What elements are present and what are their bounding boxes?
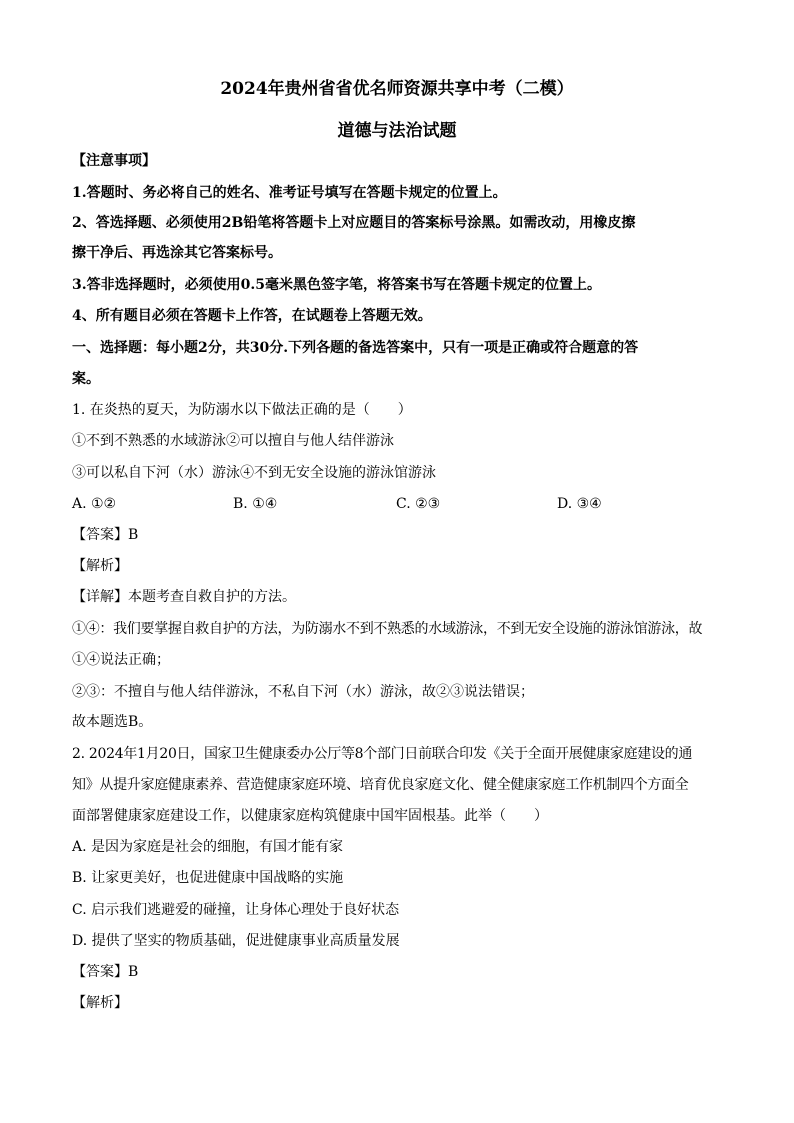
exam-subtitle: 道德与法治试题 (337, 121, 457, 141)
exam-title: 2024年贵州省省优名师资源共享中考（二模） (220, 79, 574, 99)
q1-option-c: C. ②③ (396, 496, 441, 512)
q2-stem-2: 知》从提升家庭健康素养、营造健康家庭环境、培育优良家庭文化、健全健康家庭工作机制四个方面全 (72, 777, 689, 793)
q1-statement-1: ①不到不熟悉的水域游泳②可以擅自与他人结伴游泳 (72, 433, 394, 449)
notice-item-3: 3.答非选择题时，必须使用0.5毫米黑色签字笔，将答案书写在答题卡规定的位置上。 (72, 277, 601, 293)
q1-option-b: B. ①④ (233, 496, 278, 512)
q2-stem-1: 2. 2024年1月20日，国家卫生健康委办公厅等8个部门日前联合印发《关于全面开展健康家庭建设的通 (72, 746, 693, 762)
notice-item-2-cont: 擦干净后、再选涂其它答案标号。 (72, 245, 282, 261)
q2-analysis-label: 【解析】 (72, 995, 128, 1011)
notice-item-4: 4、所有题目必须在答题卡上作答，在试题卷上答题无效。 (72, 308, 432, 324)
notice-heading: 【注意事项】 (72, 153, 156, 169)
q2-answer: 【答案】B (72, 964, 139, 980)
q1-detail: 【详解】本题考查自救自护的方法。 (72, 589, 296, 605)
q1-option-d: D. ③④ (557, 496, 602, 512)
section-instructions: 一、选择题：每小题2分，共30分.下列各题的备选答案中，只有一项是正确或符合题意的答 (72, 340, 639, 356)
q1-explanation-1-cont: ①④说法正确； (72, 652, 170, 668)
q1-explanation-1: ①④：我们要掌握自救自护的方法，为防溺水不到不熟悉的水域游泳，不到无安全设施的游泳馆游泳，故 (72, 621, 703, 637)
q2-option-b: B. 让家更美好，也促进健康中国战略的实施 (72, 870, 344, 886)
notice-item-1: 1.答题时、务必将自己的姓名、准考证号填写在答题卡规定的位置上。 (72, 185, 507, 201)
q1-explanation-2: ②③：不擅自与他人结伴游泳，不私自下河（水）游泳，故②③说法错误； (72, 684, 534, 700)
q2-option-d: D. 提供了坚实的物质基础，促进健康事业高质量发展 (72, 933, 400, 949)
q1-stem: 1. 在炎热的夏天，为防溺水以下做法正确的是（ ） (72, 402, 412, 418)
q2-stem-3: 面部署健康家庭建设工作，以健康家庭构筑健康中国牢固根基。此举（ ） (72, 808, 548, 824)
q2-option-a: A. 是因为家庭是社会的细胞，有国才能有家 (72, 839, 344, 855)
q1-statement-2: ③可以私自下河（水）游泳④不到无安全设施的游泳馆游泳 (72, 465, 436, 481)
q1-conclusion: 故本题选B。 (72, 714, 153, 730)
q2-option-c: C. 启示我们逃避爱的碰撞，让身体心理处于良好状态 (72, 902, 400, 918)
section-instructions-cont: 案。 (72, 371, 100, 387)
notice-item-2: 2、答选择题、必须使用2B铅笔将答题卡上对应题目的答案标号涂黑。如需改动，用橡皮擦 (72, 215, 636, 231)
q1-analysis-label: 【解析】 (72, 558, 128, 574)
q1-answer: 【答案】B (72, 527, 139, 543)
q1-option-a: A. ①② (72, 496, 117, 512)
